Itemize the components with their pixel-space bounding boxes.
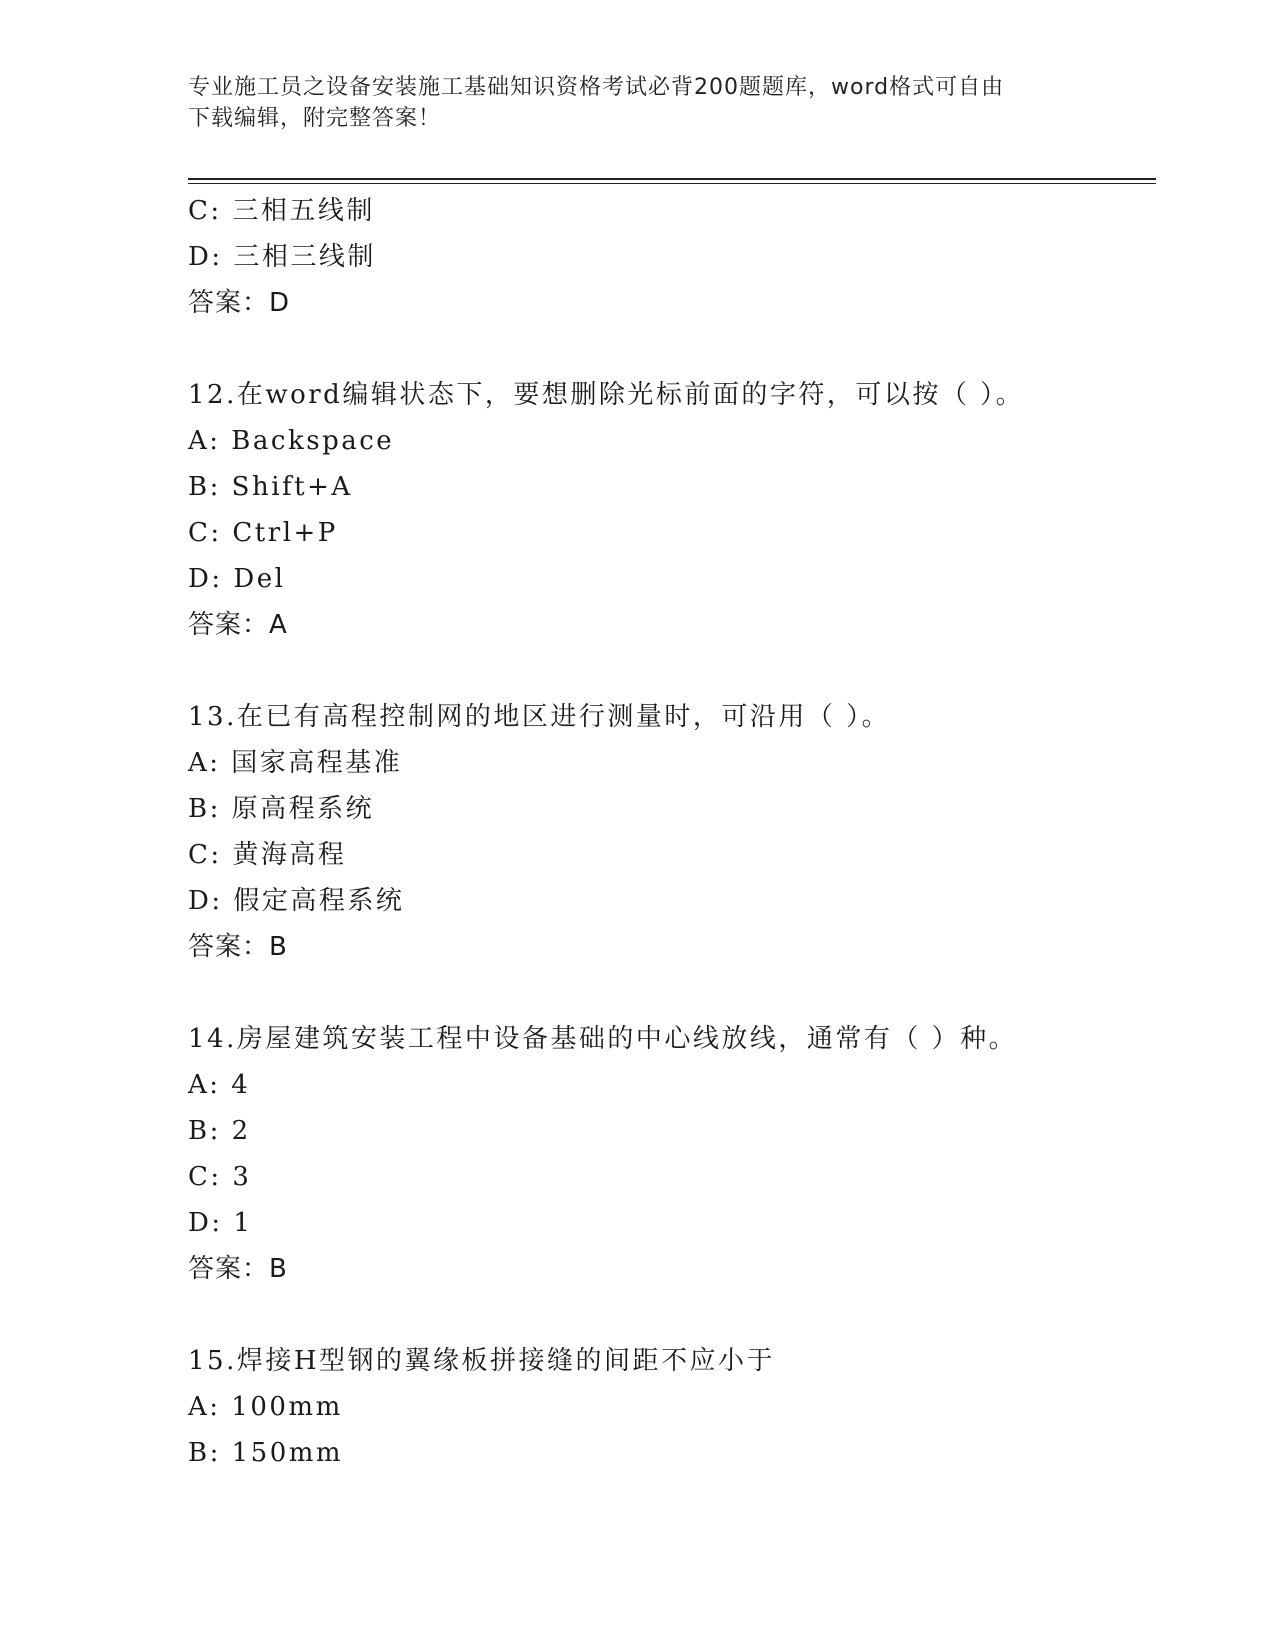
question-list: [188, 188, 1148, 1476]
question-stem: 15.焊接H型钢的翼缘板拼接缝的间距不应小于: [188, 1346, 776, 1376]
question-13: [188, 694, 1148, 970]
header-title-line-1: 专业施工员之设备安装施工基础知识资格考试必背200题题库，word格式可自由: [188, 75, 1005, 100]
header-title-line-2: 下载编辑，附完整答案！: [188, 106, 442, 131]
option-a: A: Backspace: [188, 426, 395, 456]
question-15: [188, 1338, 1148, 1476]
prev-option-c: C: 三相五线制: [188, 196, 375, 226]
header-rule-thin: [188, 183, 1156, 184]
question-14: [188, 1016, 1148, 1292]
option-c: C: 黄海高程: [188, 840, 347, 870]
question-stem: 12.在word编辑状态下，要想删除光标前面的字符，可以按（ ）。: [188, 380, 1025, 410]
option-d: D: 假定高程系统: [188, 886, 405, 916]
option-c: C: 3: [188, 1162, 252, 1192]
prev-option-d: D: 三相三线制: [188, 242, 376, 272]
header-rule-thick: [188, 178, 1156, 180]
option-b: B: 2: [188, 1116, 251, 1146]
option-b: B: 150mm: [188, 1438, 344, 1468]
option-b: B: 原高程系统: [188, 794, 375, 824]
option-d: D: 1: [188, 1208, 253, 1238]
answer: 答案：B: [188, 1254, 288, 1284]
option-a: A: 国家高程基准: [188, 748, 403, 778]
document-header: [188, 72, 1088, 134]
prev-answer: 答案：D: [188, 288, 291, 318]
answer: 答案：B: [188, 932, 288, 962]
option-a: A: 4: [188, 1070, 251, 1100]
option-a: A: 100mm: [188, 1392, 343, 1422]
question-stem: 13.在已有高程控制网的地区进行测量时，可沿用（ ）。: [188, 702, 891, 732]
option-d: D: Del: [188, 564, 286, 594]
question-stem: 14.房屋建筑安装工程中设备基础的中心线放线，通常有（ ）种。: [188, 1024, 1018, 1054]
answer: 答案：A: [188, 610, 288, 640]
option-b: B: Shift+A: [188, 472, 353, 502]
question-12: [188, 372, 1148, 648]
option-c: C: Ctrl+P: [188, 518, 338, 548]
